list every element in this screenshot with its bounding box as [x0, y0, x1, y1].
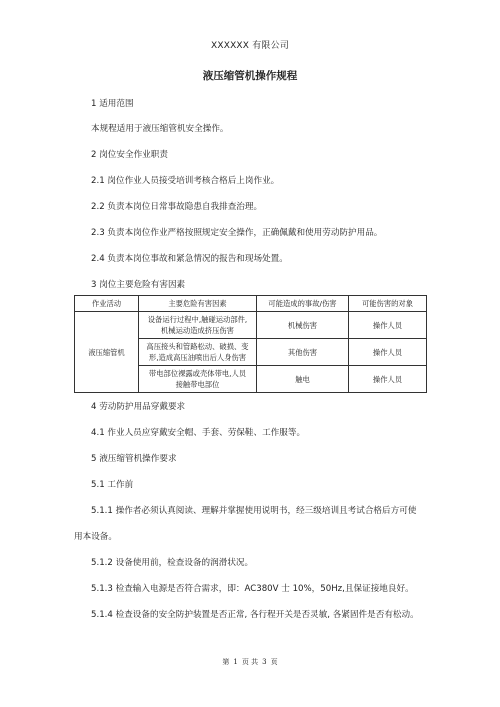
clause-2-4: 2.4 负责本岗位事故和紧急情况的报告和现场处置。 — [91, 254, 288, 264]
section-4-heading: 4 劳动防护用品穿戴要求 — [91, 402, 186, 412]
footer-mid: 页 共 — [241, 658, 259, 666]
clause-2-1: 2.1 岗位作业人员接受培训考核合格后上岗作业。 — [91, 176, 280, 186]
header-injury: 可能造成的事故/伤害 — [257, 296, 349, 312]
header-activity: 作业活动 — [75, 296, 139, 312]
header-target: 可能伤害的对象 — [349, 296, 427, 312]
factor-cell — [139, 339, 257, 366]
footer-suffix: 页 — [270, 658, 278, 666]
factor-line: 机械运动造成挤压伤害 — [161, 326, 234, 335]
factor-line: 设备运行过程中,触碰运动部件, — [147, 315, 248, 324]
section-5-heading: 5 液压缩管机操作要求 — [91, 454, 177, 464]
section-1-text: 本规程适用于液压缩管机安全操作。 — [91, 124, 229, 134]
clause-4-1: 4.1 作业人员应穿戴安全帽、手套、劳保鞋、工作服等。 — [91, 428, 306, 438]
page-total: 3 — [262, 658, 267, 666]
hazard-table — [74, 295, 427, 393]
clause-2-3: 2.3 负责本岗位作业严格按照规定安全操作，正确佩戴和使用劳动防护用品。 — [91, 228, 383, 238]
injury-cell: 触电 — [257, 366, 349, 393]
section-1-heading: 1 适用范围 — [91, 99, 134, 109]
factor-line: 接触带电部位 — [175, 380, 220, 389]
factor-cell — [139, 366, 257, 393]
section-2-heading: 2 岗位安全作业职责 — [91, 150, 168, 160]
factor-cell — [139, 312, 257, 339]
clause-5-1-1-continued: 用本设备。 — [74, 532, 117, 542]
target-cell: 操作人员 — [349, 339, 427, 366]
factor-line: 高压接头和管路松动、破损、变 — [146, 342, 249, 351]
page-number: 1 — [233, 658, 238, 666]
clause-5-1-heading: 5.1 工作前 — [91, 480, 134, 490]
injury-cell: 机械伤害 — [257, 312, 349, 339]
page-footer — [0, 657, 500, 667]
target-cell: 操作人员 — [349, 312, 427, 339]
target-cell: 操作人员 — [349, 366, 427, 393]
header-factor: 主要危险有害因素 — [139, 296, 257, 312]
factor-line: 带电部位裸露或壳体带电,人员 — [148, 369, 247, 378]
clause-5-1-3: 5.1.3 检查输入电源是否符合需求，即：AC380V 士 10%，50Hz,且保证接地良好。 — [91, 584, 414, 594]
clause-2-2: 2.2 负责本岗位日常事故隐患自我排查治理。 — [91, 202, 263, 212]
clause-5-1-1: 5.1.1 操作者必须认真阅读、理解并掌握使用说明书，经三级培训且考试合格后方可使 — [91, 506, 417, 516]
document-title: 液压缩管机操作规程 — [202, 70, 298, 82]
company-name: XXXXXX 有限公司 — [210, 41, 290, 51]
footer-prefix: 第 — [222, 658, 230, 666]
section-3-heading: 3 岗位主要危险有害因素 — [91, 280, 186, 290]
injury-cell: 其他伤害 — [257, 339, 349, 366]
factor-line: 形,造成高压油喷出后人身伤害 — [148, 353, 247, 362]
table-row — [75, 312, 427, 339]
clause-5-1-4: 5.1.4 检查设备的安全防护装置是否正常, 各行程开关是否灵敏, 各紧固件是否有松动。 — [91, 610, 419, 620]
activity-cell: 液压缩管机 — [75, 312, 139, 393]
clause-5-1-2: 5.1.2 设备使用前，检查设备的润滑状况。 — [91, 558, 254, 568]
table-header-row — [75, 296, 427, 312]
